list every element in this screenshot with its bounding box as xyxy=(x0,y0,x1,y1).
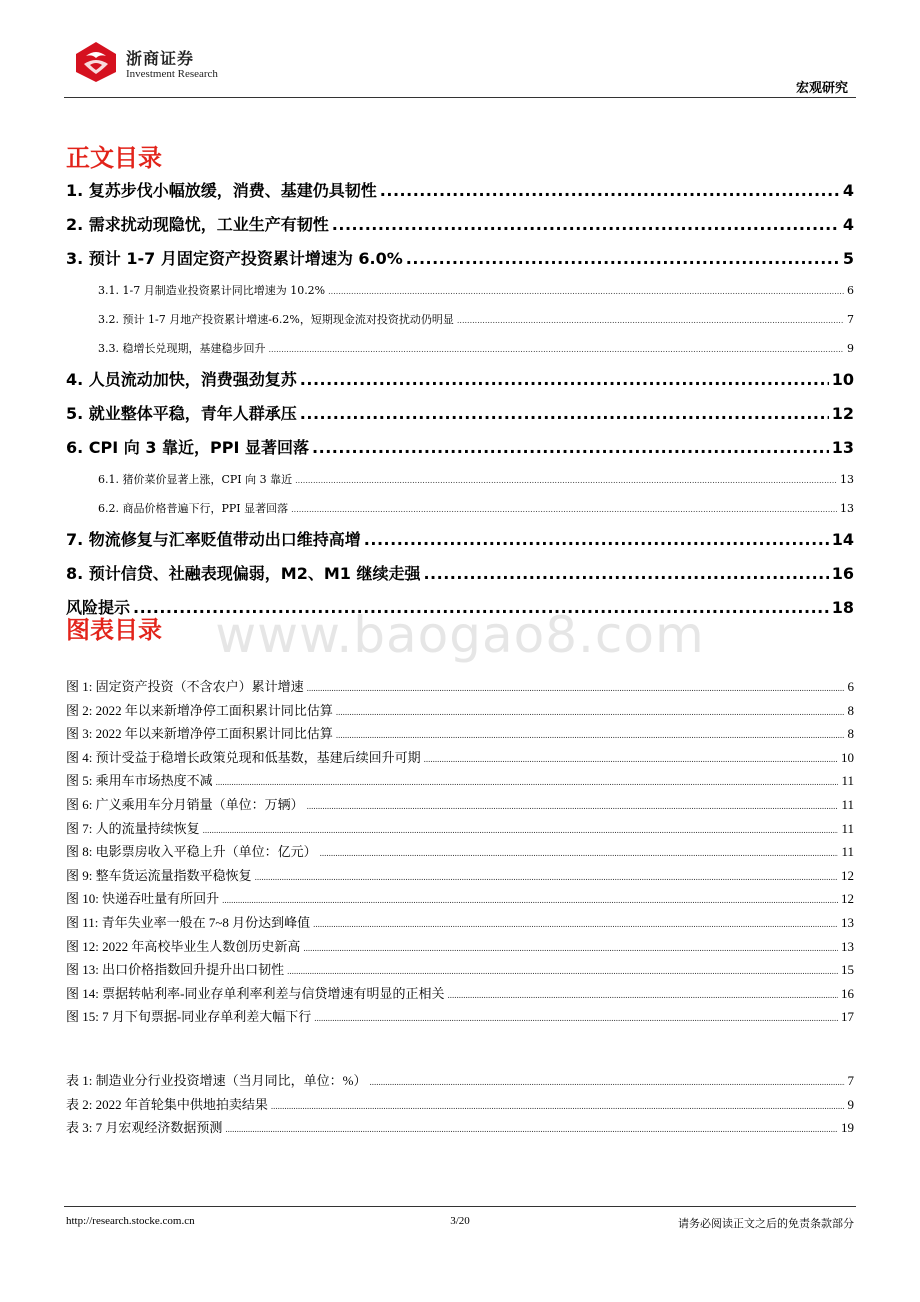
toc-entry[interactable] xyxy=(66,174,854,208)
toc-entry-title: 5. 就业整体平稳，青年人群承压 xyxy=(66,404,297,423)
toc-entry[interactable] xyxy=(66,557,854,591)
dot-leader xyxy=(255,866,838,890)
table-list xyxy=(66,1069,854,1140)
figure-entry-title: 图 12: 2022 年高校毕业生人数创历史新高 xyxy=(66,938,301,954)
header-divider xyxy=(64,97,856,98)
figure-entry-page: 15 xyxy=(841,962,854,978)
dot-leader xyxy=(307,795,839,819)
figure-entry-title: 图 9: 整车货运流量指数平稳恢复 xyxy=(66,867,252,883)
figure-entry-title: 图 6: 广义乘用车分月销量（单位：万辆） xyxy=(66,796,304,812)
page-number: 3/20 xyxy=(450,1215,470,1227)
dot-leader xyxy=(369,1071,844,1095)
watermark: www.baogao8.com xyxy=(215,606,705,664)
table-entry-page: 7 xyxy=(847,1073,854,1088)
dot-leader xyxy=(271,1095,845,1119)
dot-leader xyxy=(457,306,844,335)
figure-entry-page: 11 xyxy=(841,844,854,860)
dot-leader xyxy=(332,208,840,242)
figure-entry[interactable] xyxy=(66,982,854,1006)
figure-entry[interactable] xyxy=(66,887,854,911)
toc-entry-page: 4 xyxy=(842,215,854,234)
dot-leader xyxy=(307,677,845,701)
dot-leader xyxy=(300,363,829,397)
table-entry-page: 9 xyxy=(847,1096,854,1112)
footer-divider xyxy=(64,1206,856,1207)
toc-entry[interactable] xyxy=(66,334,854,363)
figure-entry-title: 图 5: 乘用车市场热度不减 xyxy=(66,773,213,789)
figure-entry-page: 6 xyxy=(847,679,854,694)
dot-leader xyxy=(314,1007,838,1031)
figure-entry[interactable] xyxy=(66,935,854,959)
figure-entry-page: 12 xyxy=(841,867,854,883)
figure-entry-title: 图 15: 7 月下旬票据-同业存单利差大幅下行 xyxy=(66,1009,312,1025)
dot-leader xyxy=(269,335,845,364)
dot-leader xyxy=(300,397,829,431)
figure-list-title: 图表目录 xyxy=(66,616,162,644)
table-entry[interactable] xyxy=(66,1093,854,1117)
dot-leader xyxy=(312,431,829,465)
figure-entry[interactable] xyxy=(66,1005,854,1029)
toc-entry-page: 13 xyxy=(831,438,854,457)
figure-entry-page: 11 xyxy=(841,820,854,836)
toc-entry[interactable] xyxy=(66,397,854,431)
figure-list xyxy=(66,675,854,1029)
figure-entry[interactable] xyxy=(66,817,854,841)
toc-entry-page: 13 xyxy=(840,473,854,486)
report-section: 宏观研究 xyxy=(795,81,848,96)
figure-entry[interactable] xyxy=(66,958,854,982)
toc-entry[interactable] xyxy=(66,363,854,397)
dot-leader xyxy=(225,1118,838,1142)
toc-entry-page: 5 xyxy=(842,249,854,268)
dot-leader xyxy=(222,889,838,913)
company-logo xyxy=(72,40,120,84)
toc-entry-title: 1. 复苏步伐小幅放缓，消费、基建仍具韧性 xyxy=(66,181,377,200)
figure-entry-title: 图 3: 2022 年以来新增净停工面积累计同比估算 xyxy=(66,726,333,742)
dot-leader xyxy=(328,277,844,306)
toc-entry[interactable] xyxy=(66,276,854,305)
figure-entry[interactable] xyxy=(66,675,854,699)
figure-entry-page: 13 xyxy=(841,938,854,954)
toc-entry-page: 14 xyxy=(831,530,854,549)
figure-entry-title: 图 1: 固定资产投资（不含农户）累计增速 xyxy=(66,679,304,694)
toc-entry-page: 7 xyxy=(847,313,854,326)
toc-entry-title: 风险提示 xyxy=(66,598,131,617)
figure-entry-title: 图 10: 快递吞吐量有所回升 xyxy=(66,891,220,907)
figure-entry[interactable] xyxy=(66,699,854,723)
dot-leader xyxy=(133,591,829,625)
figure-entry-page: 12 xyxy=(841,891,854,907)
toc-entry-title: 6. CPI 向 3 靠近，PPI 显著回落 xyxy=(66,438,310,457)
table-entry[interactable] xyxy=(66,1069,854,1093)
toc-entry-page: 4 xyxy=(842,181,854,200)
figure-entry-page: 16 xyxy=(841,985,854,1001)
toc-entry-page: 6 xyxy=(847,284,854,297)
table-entry-title: 表 3: 7 月宏观经济数据预测 xyxy=(66,1120,223,1136)
company-name: 浙商证券 xyxy=(126,49,195,68)
dot-leader xyxy=(291,495,837,524)
figure-entry-page: 11 xyxy=(841,773,854,789)
toc-entry[interactable] xyxy=(66,242,854,276)
figure-entry-title: 图 8: 电影票房收入平稳上升（单位：亿元） xyxy=(66,844,317,860)
dot-leader xyxy=(336,724,845,748)
toc-entry-page: 10 xyxy=(831,370,854,389)
dot-leader xyxy=(380,174,840,208)
toc-list xyxy=(66,174,854,625)
toc-entry-title: 3. 预计 1-7 月固定资产投资累计增速为 6.0% xyxy=(66,249,403,268)
figure-entry-page: 17 xyxy=(841,1009,854,1025)
table-entry-title: 表 1: 制造业分行业投资增速（当月同比，单位：%） xyxy=(66,1073,367,1088)
figure-entry-page: 10 xyxy=(841,749,854,765)
dot-leader xyxy=(295,466,837,495)
toc-entry-page: 12 xyxy=(831,404,854,423)
figure-entry-title: 图 4: 预计受益于稳增长政策兑现和低基数，基建后续回升可期 xyxy=(66,749,421,765)
dot-leader xyxy=(424,748,838,772)
toc-entry[interactable] xyxy=(66,591,854,625)
dot-leader xyxy=(447,984,838,1008)
table-entry[interactable] xyxy=(66,1116,854,1140)
dot-leader xyxy=(364,523,829,557)
toc-entry-title: 3.1. 1-7 月制造业投资累计同比增速为 10.2% xyxy=(98,284,326,297)
toc-title: 正文目录 xyxy=(66,144,162,172)
toc-entry-title: 6.2. 商品价格普遍下行，PPI 显著回落 xyxy=(98,502,289,515)
figure-entry[interactable] xyxy=(66,769,854,793)
toc-entry[interactable] xyxy=(66,305,854,334)
dot-leader xyxy=(423,557,828,591)
toc-entry[interactable] xyxy=(66,431,854,465)
table-entry-title: 表 2: 2022 年首轮集中供地拍卖结果 xyxy=(66,1096,268,1112)
footer-disclaimer: 请务必阅读正文之后的免责条款部分 xyxy=(678,1218,854,1230)
dot-leader xyxy=(320,842,839,866)
toc-entry-page: 18 xyxy=(831,598,854,617)
dot-leader xyxy=(336,701,845,725)
dot-leader xyxy=(303,937,838,961)
dot-leader xyxy=(216,771,839,795)
figure-entry[interactable] xyxy=(66,864,854,888)
toc-entry-title: 8. 预计信贷、社融表现偏弱，M2、M1 继续走强 xyxy=(66,564,421,583)
figure-entry-page: 13 xyxy=(841,914,854,930)
company-name-en: Investment Research xyxy=(126,68,218,80)
figure-entry-title: 图 7: 人的流量持续恢复 xyxy=(66,820,200,836)
toc-entry-title: 3.2. 预计 1-7 月地产投资累计增速-6.2%，短期现金流对投资扰动仍明显 xyxy=(98,313,454,326)
toc-entry-title: 4. 人员流动加快，消费强劲复苏 xyxy=(66,370,297,389)
toc-entry-title: 6.1. 猪价菜价显著上涨，CPI 向 3 靠近 xyxy=(98,473,293,486)
figure-entry[interactable] xyxy=(66,911,854,935)
figure-entry-title: 图 2: 2022 年以来新增净停工面积累计同比估算 xyxy=(66,702,333,718)
dot-leader xyxy=(287,960,838,984)
toc-entry[interactable] xyxy=(66,465,854,494)
figure-entry-title: 图 13: 出口价格指数回升提升出口韧性 xyxy=(66,962,285,978)
footer-url[interactable]: http://research.stocke.com.cn xyxy=(66,1215,195,1227)
toc-entry[interactable] xyxy=(66,523,854,557)
toc-entry-page: 16 xyxy=(831,564,854,583)
figure-entry[interactable] xyxy=(66,722,854,746)
table-entry-page: 19 xyxy=(841,1120,854,1136)
figure-entry-page: 8 xyxy=(847,702,854,718)
figure-entry[interactable] xyxy=(66,793,854,817)
toc-entry[interactable] xyxy=(66,494,854,523)
toc-entry-page: 9 xyxy=(847,342,854,355)
toc-entry[interactable] xyxy=(66,208,854,242)
toc-entry-title: 7. 物流修复与汇率贬值带动出口维持高增 xyxy=(66,530,361,549)
toc-entry-page: 13 xyxy=(840,502,854,515)
figure-entry-title: 图 14: 票据转帖利率-同业存单利率利差与信贷增速有明显的正相关 xyxy=(66,985,445,1001)
figure-entry[interactable] xyxy=(66,840,854,864)
figure-entry-title: 图 11: 青年失业率一般在 7~8 月份达到峰值 xyxy=(66,914,311,930)
toc-entry-title: 2. 需求扰动现隐忧，工业生产有韧性 xyxy=(66,215,329,234)
figure-entry-page: 8 xyxy=(847,726,854,742)
figure-entry-page: 11 xyxy=(841,796,854,812)
figure-entry[interactable] xyxy=(66,746,854,770)
dot-leader xyxy=(406,242,840,276)
toc-entry-title: 3.3. 稳增长兑现期，基建稳步回升 xyxy=(98,342,266,355)
dot-leader xyxy=(313,913,838,937)
dot-leader xyxy=(203,819,839,843)
